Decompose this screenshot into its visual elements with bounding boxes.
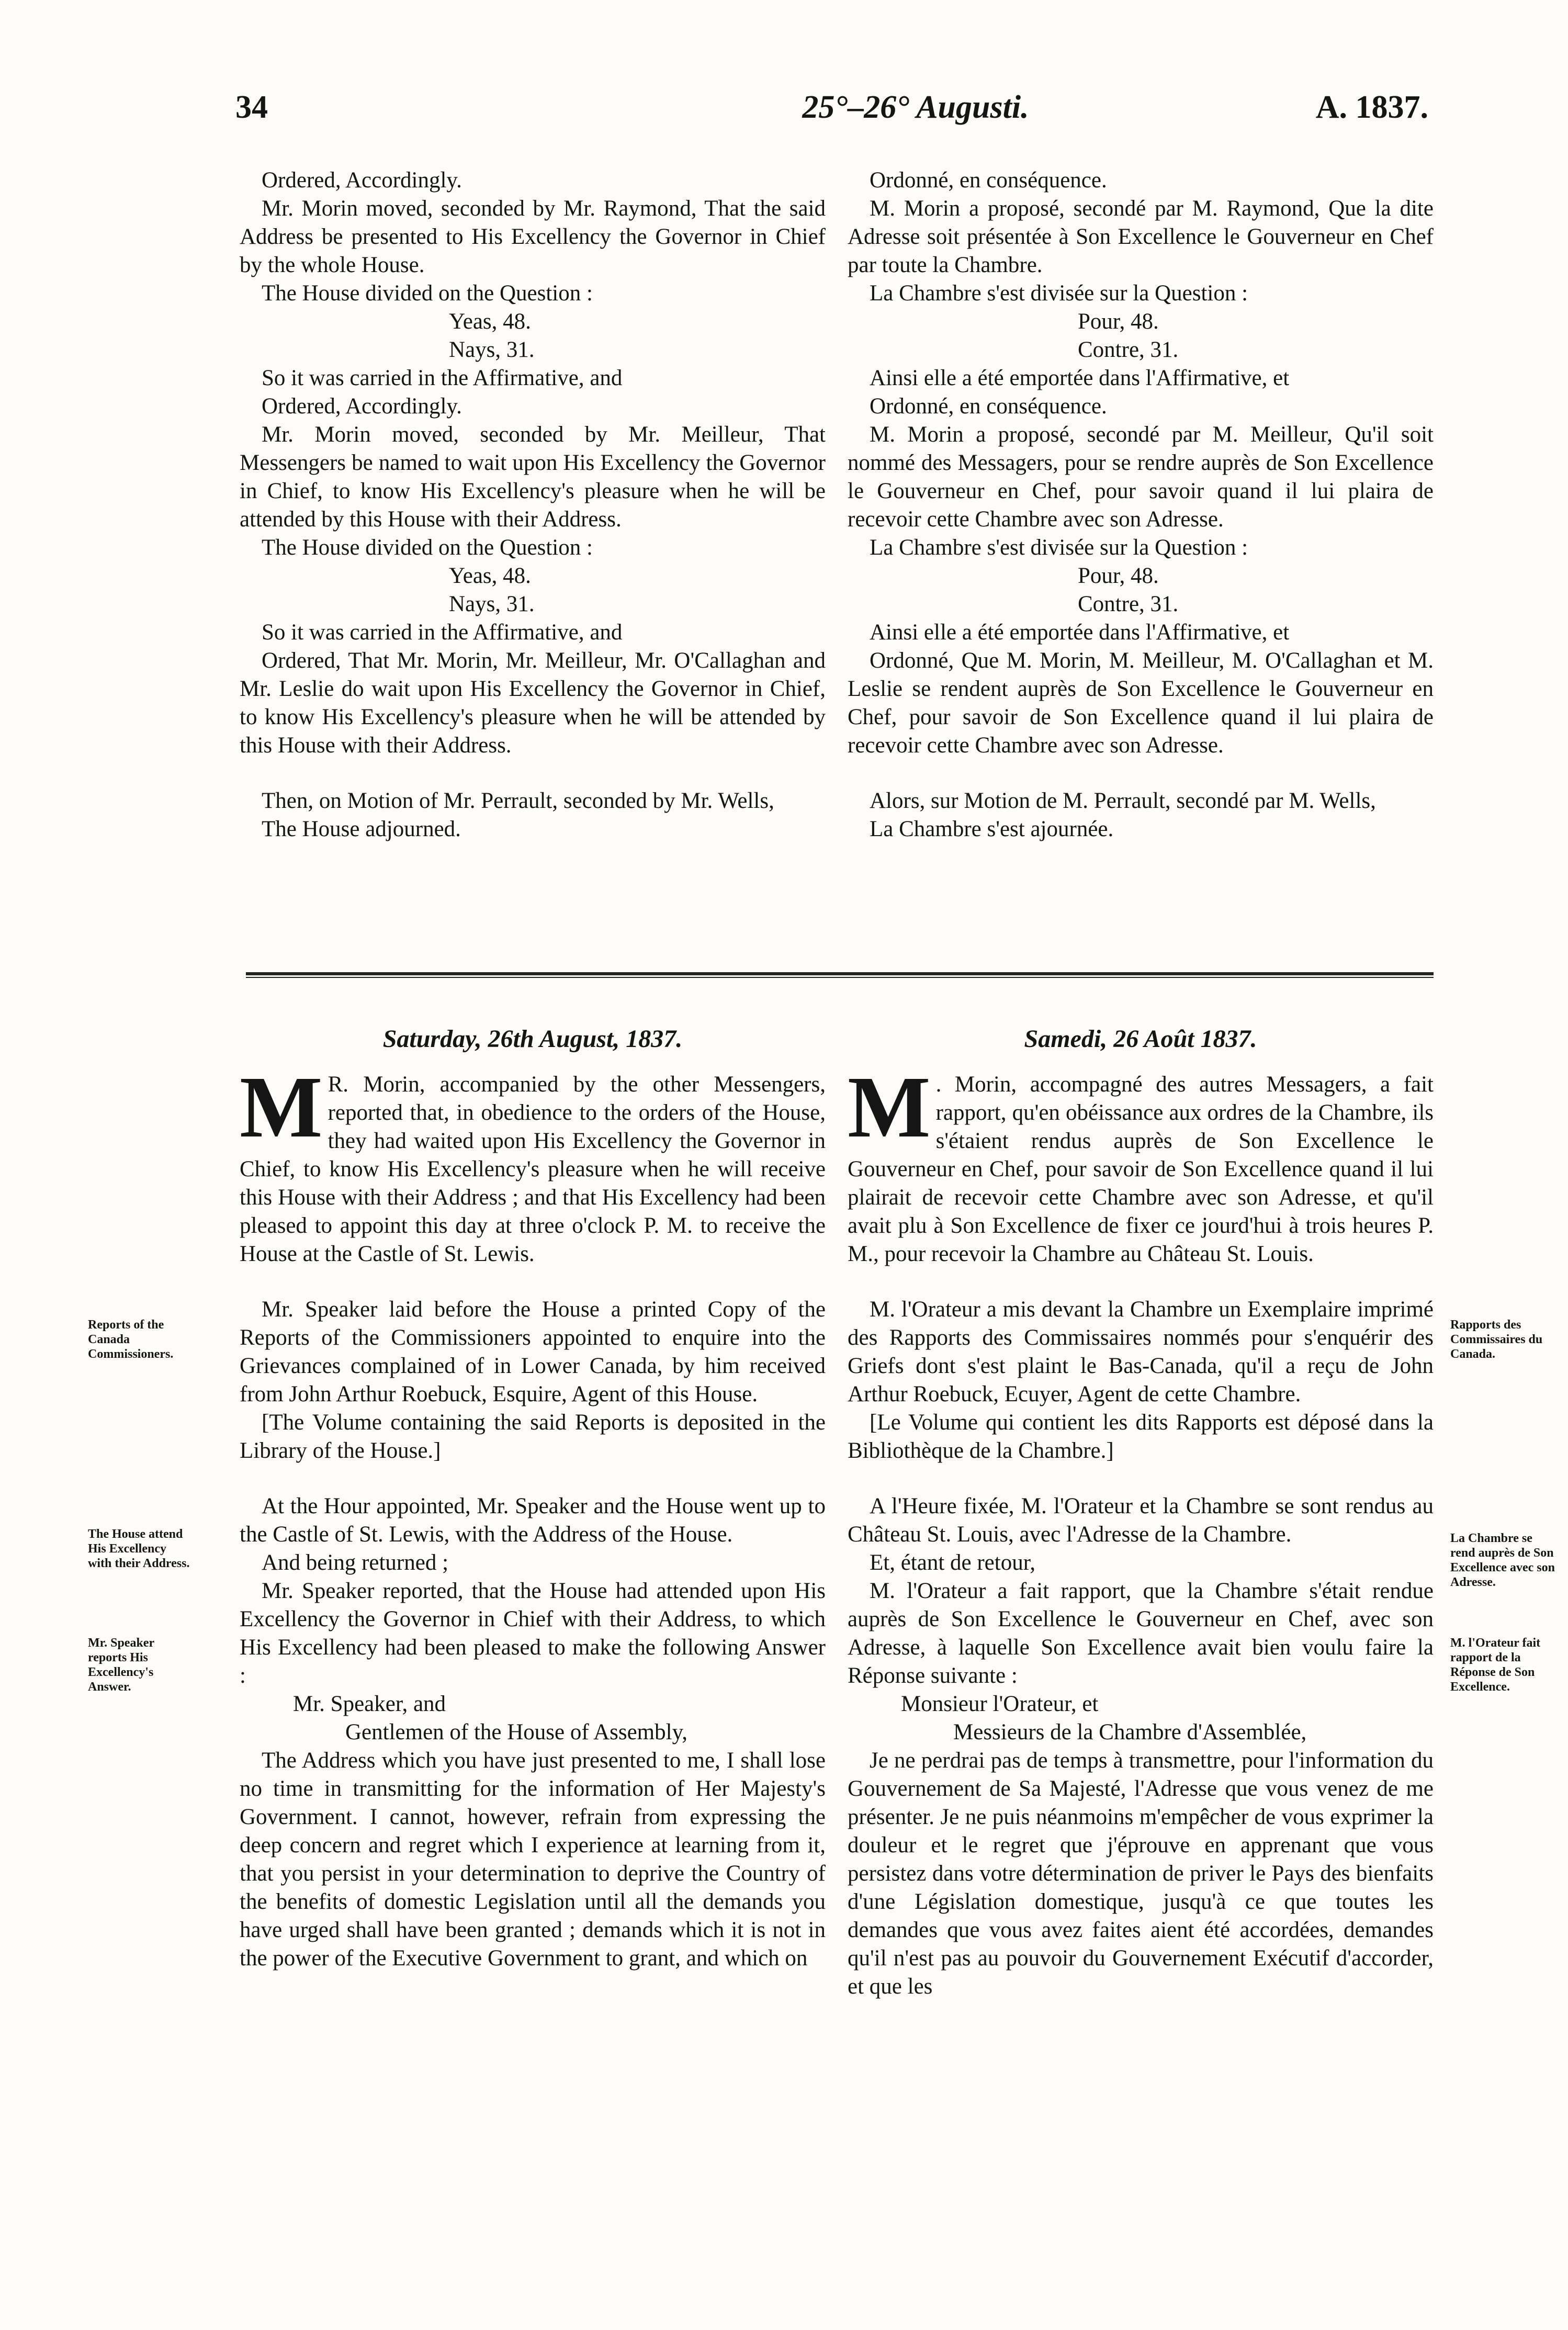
vote-pour: Pour, 48. xyxy=(1078,564,1159,588)
page-number: 34 xyxy=(235,89,268,125)
vote-contre: Contre, 31. xyxy=(1078,592,1179,616)
vote-pour: Pour, 48. xyxy=(1078,309,1159,334)
margin-note-house-attend: The House attend His Excellency with their Address. xyxy=(88,1527,190,1570)
header-date-title: 25°–26° Augusti. xyxy=(802,89,1029,125)
paragraph-text: . Morin, accompagné des autres Messagers, a fait rapport, qu'en obéissance aux ordres de la Chambre, ils s'étaient rendus auprès de Son Excellence le Gouverneur en Chef, pour savoir de Son Excellence quand il lui plairait de recevoir cette Chambre avec son Adresse, et qu'il avait plu à Son Excellence de fixer ce jourd'hui à trois heures P. M., pour recevoir la Chambre au Château St. Louis. xyxy=(848,1072,1434,1266)
dateline-english: Saturday, 26th August, 1837. xyxy=(382,1025,683,1053)
vote-yeas: Yeas, 48. xyxy=(449,309,531,334)
salutation: Gentlemen of the House of Assembly, xyxy=(345,1720,688,1744)
paragraph: The House adjourned. xyxy=(262,817,461,841)
paragraph: Et, étant de retour, xyxy=(870,1550,1036,1575)
paragraph: M. l'Orateur a fait rapport, que la Chambre s'était rendue auprès de Son Excellence le Gouverneur en Chef, avec son Adresse, à laquelle Son Excellence avait bien voulu faire la Réponse suivante : xyxy=(848,1579,1434,1688)
top-french-column xyxy=(848,166,1434,843)
paragraph: Ainsi elle a été emportée dans l'Affirmative, et xyxy=(870,366,1290,390)
paragraph: The Address which you have just presented to me, I shall lose no time in transmitting for the information of Her Majesty's Government. I cannot, however, refrain from expressing the deep concern and regret which I experience at learning from it, that you persist in your determination to deprive the Country of the benefits of domestic Legislation until all the demands you have urged shall have been granted ; demands which it is not in the power of the Executive Government to grant, and which on xyxy=(240,1748,826,1971)
paragraph: La Chambre s'est divisée sur la Question : xyxy=(870,281,1248,306)
paragraph: Mr. Speaker reported, that the House had attended upon His Excellency the Governor in Chief with their Address, to which His Excellency had been pleased to make the following Answer : xyxy=(240,1579,826,1688)
paragraph: La Chambre s'est ajournée. xyxy=(870,817,1114,841)
paragraph: Alors, sur Motion de M. Perrault, secondé par M. Wells, xyxy=(870,789,1376,813)
paragraph: M. Morin a proposé, secondé par M. Raymond, Que la dite Adresse soit présentée à Son Excellence le Gouverneur en Chef par toute la Chambre. xyxy=(848,196,1434,277)
paragraph xyxy=(240,1059,826,1268)
vote-nays: Nays, 31. xyxy=(449,592,535,616)
vote-nays: Nays, 31. xyxy=(449,337,535,362)
section-rule-right xyxy=(842,972,1434,975)
top-english-column xyxy=(240,166,826,843)
margin-note-rapports: Rapports des Commissaires du Canada. xyxy=(1450,1318,1543,1361)
paragraph: La Chambre s'est divisée sur la Question : xyxy=(870,535,1248,560)
salutation: Mr. Speaker, and xyxy=(293,1692,446,1716)
section-rule-left xyxy=(246,972,842,975)
paragraph: A l'Heure fixée, M. l'Orateur et la Chambre se sont rendus au Château St. Louis, avec l'Adresse de la Chambre. xyxy=(848,1494,1434,1547)
salutation: Monsieur l'Orateur, et xyxy=(901,1692,1099,1716)
paragraph: Ordonné, en conséquence. xyxy=(870,168,1107,193)
paragraph: M. l'Orateur a mis devant la Chambre un Exemplaire imprimé des Rapports des Commissaires nommés pour s'enquérir des Griefs dont s'est plaint le Bas-Canada, qu'il a reçu de John Arthur Roebuck, Ecuyer, Agent de cette Chambre. xyxy=(848,1297,1434,1406)
paragraph: Mr. Morin moved, seconded by Mr. Raymond, That the said Address be presented to His Excellency the Governor in Chief by the whole House. xyxy=(240,196,826,277)
paragraph: Ordered, Accordingly. xyxy=(262,394,462,419)
paragraph: Ordered, That Mr. Morin, Mr. Meilleur, Mr. O'Callaghan and Mr. Leslie do wait upon His Excellency the Governor in Chief, to know His Excellency's pleasure when he will be attended by this House with their Address. xyxy=(240,648,826,758)
paragraph: Mr. Morin moved, seconded by Mr. Meilleur, That Messengers be named to wait upon His Excellency the Governor in Chief, to know His Excellency's pleasure when he will be attended by this House with their Address. xyxy=(240,422,826,532)
drop-cap: M xyxy=(848,1059,931,1156)
paragraph-text: R. Morin, accompanied by the other Messengers, reported that, in obedience to the orders of the House, they had waited upon His Excellency the Governor in Chief, to know His Excellency's pleasure when he will receive this House with their Address ; and that His Excellency had been pleased to appoint this day at three o'clock P. M. to receive the House at the Castle of St. Lewis. xyxy=(240,1072,826,1266)
bottom-english-column xyxy=(240,1059,826,1973)
margin-note-chambre-se-rend: La Chambre se rend auprès de Son Excellence avec son Adresse. xyxy=(1450,1532,1555,1589)
paragraph: And being returned ; xyxy=(262,1550,449,1575)
vote-contre: Contre, 31. xyxy=(1078,337,1179,362)
salutation: Messieurs de la Chambre d'Assemblée, xyxy=(953,1720,1307,1744)
bottom-french-column xyxy=(848,1059,1434,2001)
paragraph: Ordonné, en conséquence. xyxy=(870,394,1107,419)
margin-note-speaker-reports: Mr. Speaker reports His Excellency's Answer. xyxy=(88,1636,154,1694)
paragraph: M. Morin a proposé, secondé par M. Meilleur, Qu'il soit nommé des Messagers, pour se rendre auprès de Son Excellence le Gouverneur en Chef, pour savoir quand il lui plaira de recevoir cette Chambre avec son Adresse. xyxy=(848,422,1434,532)
paragraph: [The Volume containing the said Reports is deposited in the Library of the House.] xyxy=(240,1410,826,1463)
paragraph: Ainsi elle a été emportée dans l'Affirmative, et xyxy=(870,620,1290,645)
header-year: A. 1837. xyxy=(1315,89,1428,125)
paragraph: Je ne perdrai pas de temps à transmettre, pour l'information du Gouvernement de Sa Majesté, l'Adresse que vous venez de me présenter. Je ne puis néanmoins m'empêcher de vous exprimer la douleur et le regret que j'éprouve en apprenant que vous persistez dans votre détermination de priver le Pays des bienfaits d'une Législation domestique, jusqu'à ce que toutes les demandes que vous avez faites aient été accordées, demandes qu'il n'est pas au pouvoir du Gouvernement Exécutif d'accorder, et que les xyxy=(848,1748,1434,1999)
paragraph: The House divided on the Question : xyxy=(262,281,593,306)
paragraph: Ordonné, Que M. Morin, M. Meilleur, M. O'Callaghan et M. Leslie se rendent auprès de Son Excellence le Gouverneur en Chef, pour savoir de Son Excellence quand il lui plaira de recevoir cette Chambre avec son Adresse. xyxy=(848,648,1434,758)
paragraph: Then, on Motion of Mr. Perrault, seconded by Mr. Wells, xyxy=(262,789,774,813)
paragraph: At the Hour appointed, Mr. Speaker and the House went up to the Castle of St. Lewis, with the Address of the House. xyxy=(240,1494,826,1547)
paragraph: The House divided on the Question : xyxy=(262,535,593,560)
vote-yeas: Yeas, 48. xyxy=(449,564,531,588)
margin-note-reports: Reports of the Canada Commissioners. xyxy=(88,1318,174,1361)
margin-note-orateur-rapport: M. l'Orateur fait rapport de la Réponse de Son Excellence. xyxy=(1450,1636,1541,1694)
paragraph: [Le Volume qui contient les dits Rapports est déposé dans la Bibliothèque de la Chambre.] xyxy=(848,1410,1434,1463)
paragraph: So it was carried in the Affirmative, and xyxy=(262,366,623,390)
dateline-french: Samedi, 26 Août 1837. xyxy=(1024,1025,1257,1053)
paragraph xyxy=(848,1059,1434,1268)
paragraph: Ordered, Accordingly. xyxy=(262,168,462,193)
drop-cap: M xyxy=(240,1059,323,1156)
paragraph: Mr. Speaker laid before the House a printed Copy of the Reports of the Commissioners appointed to enquire into the Grievances complained of in Lower Canada, by him received from John Arthur Roebuck, Esquire, Agent of this House. xyxy=(240,1297,826,1406)
paragraph: So it was carried in the Affirmative, and xyxy=(262,620,623,645)
